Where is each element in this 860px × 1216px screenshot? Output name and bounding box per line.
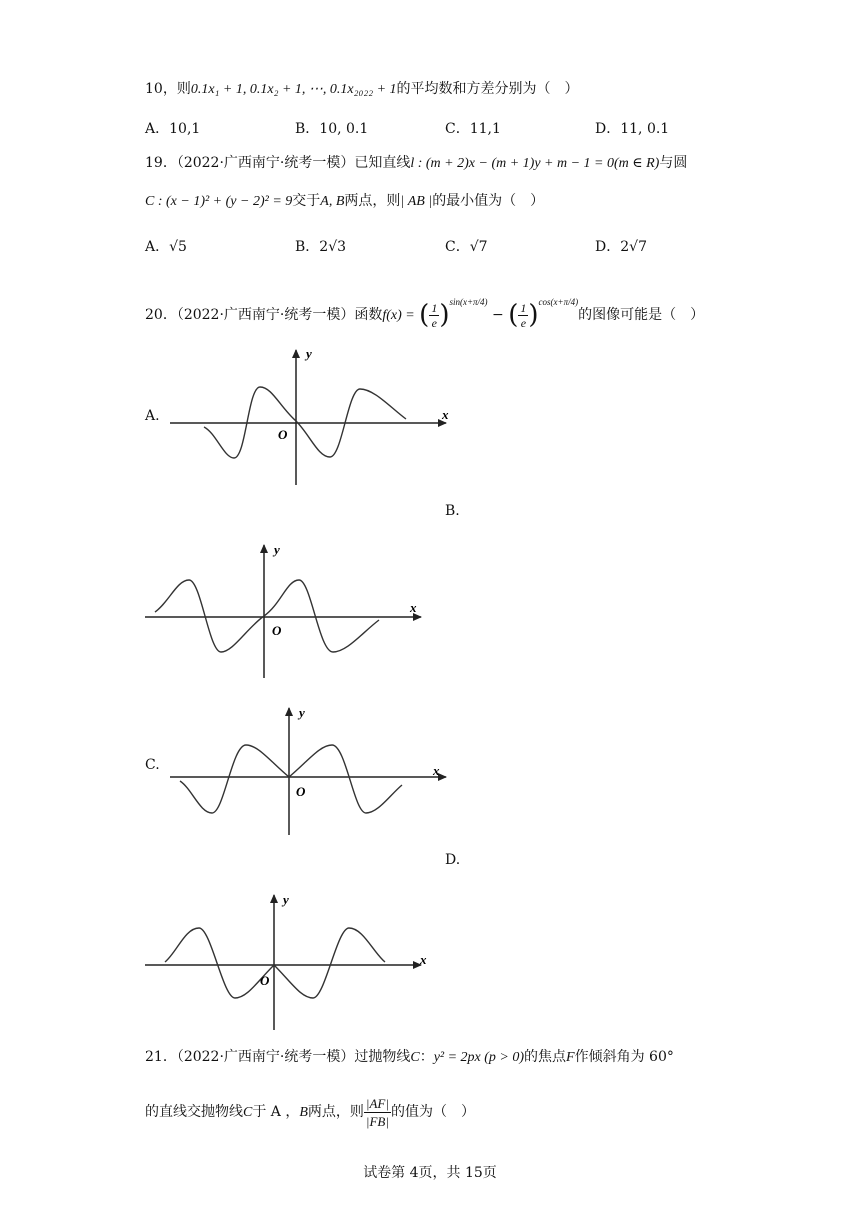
q21-stem-line2: 的直线交抛物线C于 A ，B两点，则 $\frac{|AF|}{|FB|}$ 的值为（ ） xyxy=(145,1095,475,1129)
page-footer: 试卷第 4页，共 15页 xyxy=(363,1165,497,1181)
q20-base-fraction-2: $\frac{1}{e}$ xyxy=(520,300,527,330)
y-label: y xyxy=(274,542,280,557)
q19-option-d[interactable]: D．2√7 xyxy=(595,239,647,255)
curve-d xyxy=(165,928,385,998)
q20-graph-c[interactable] xyxy=(168,703,458,848)
curve-b xyxy=(155,580,379,652)
q19-option-c[interactable]: C．√7 xyxy=(445,239,488,255)
origin-label: O xyxy=(296,784,306,799)
q20-label-c[interactable]: C. xyxy=(145,757,160,773)
x-label: x xyxy=(442,407,449,422)
q10-option-a[interactable]: A．10,1 xyxy=(145,121,201,137)
q10-option-b[interactable]: B．10, 0.1 xyxy=(295,121,369,137)
q20-base-fraction-1: $\frac{1}{e}$ xyxy=(431,300,438,330)
curve-c xyxy=(180,745,402,813)
q21-stem-line1: 21．（2022·广西南宁·统考一模）过抛物线C：y² = 2px (p > 0)的焦点F作倾斜角为 60° xyxy=(145,1049,674,1065)
q19-stem-line1: 19．（2022·广西南宁·统考一模）已知直线l : (m + 2)x − (m + 1)y + m − 1 = 0(m ∈ R)与圆 xyxy=(145,155,688,171)
q19-stem-line2: C : (x − 1)² + (y − 2)² = 9交于A, B两点，则| AB |的最小值为（ ） xyxy=(145,193,545,209)
q10-stem xyxy=(145,78,579,98)
q20-label-d[interactable]: D. xyxy=(445,852,461,868)
q20-exponent-1: sin(x+π/4) xyxy=(449,297,488,307)
q21-parabola-equation: y² = 2px (p > 0) xyxy=(433,1050,525,1065)
q20-graph-b[interactable] xyxy=(143,540,433,685)
origin-label: O xyxy=(278,427,288,442)
y-label: y xyxy=(283,892,289,907)
q20-graph-a[interactable] xyxy=(168,345,458,490)
q20-label-a[interactable]: A. xyxy=(145,408,160,424)
q21-ratio-fraction: $\frac{|AF|}{|FB|}$ xyxy=(365,1095,389,1129)
q19-circle-equation: C : (x − 1)² + (y − 2)² = 9 xyxy=(145,194,293,209)
q19-line-equation: l : (m + 2)x − (m + 1)y + m − 1 = 0(m ∈ R) xyxy=(410,156,660,171)
y-label: y xyxy=(299,705,305,720)
q19-option-a[interactable]: A．√5 xyxy=(145,239,187,255)
x-label: x xyxy=(410,600,417,615)
q20-graph-d[interactable] xyxy=(143,890,433,1035)
q10-option-c[interactable]: C．11,1 xyxy=(445,121,501,137)
x-label: x xyxy=(433,763,440,778)
origin-label: O xyxy=(272,623,282,638)
q10-option-d[interactable]: D．11, 0.1 xyxy=(595,121,670,137)
q10-suffix: 的平均数和方差分别为（ ） xyxy=(396,81,579,97)
q20-exponent-2: cos(x+π/4) xyxy=(538,297,579,307)
q10-prefix: 10，则 xyxy=(145,81,191,97)
q20-stem: 20．（2022·广西南宁·统考一模）函数f(x) = ( $\frac{1}{e}$ )$^{sin(x+\pi/4)}$ − ( $\frac{1}{e}$ )$^{cos(x+\pi/4)}$的图像可能是（ ） xyxy=(145,297,705,330)
x-label: x xyxy=(420,952,427,967)
origin-label: O xyxy=(260,973,270,988)
q19-option-b[interactable]: B．2√3 xyxy=(295,239,347,255)
q20-label-b[interactable]: B. xyxy=(445,503,460,519)
q10-expression: 0.1x₁ + 1, 0.1x₂ + 1, ⋯, 0.1x₂₀₂₂ + 1 xyxy=(190,82,397,97)
q20-function-name: f(x) = xyxy=(382,308,415,323)
y-label: y xyxy=(306,346,312,361)
